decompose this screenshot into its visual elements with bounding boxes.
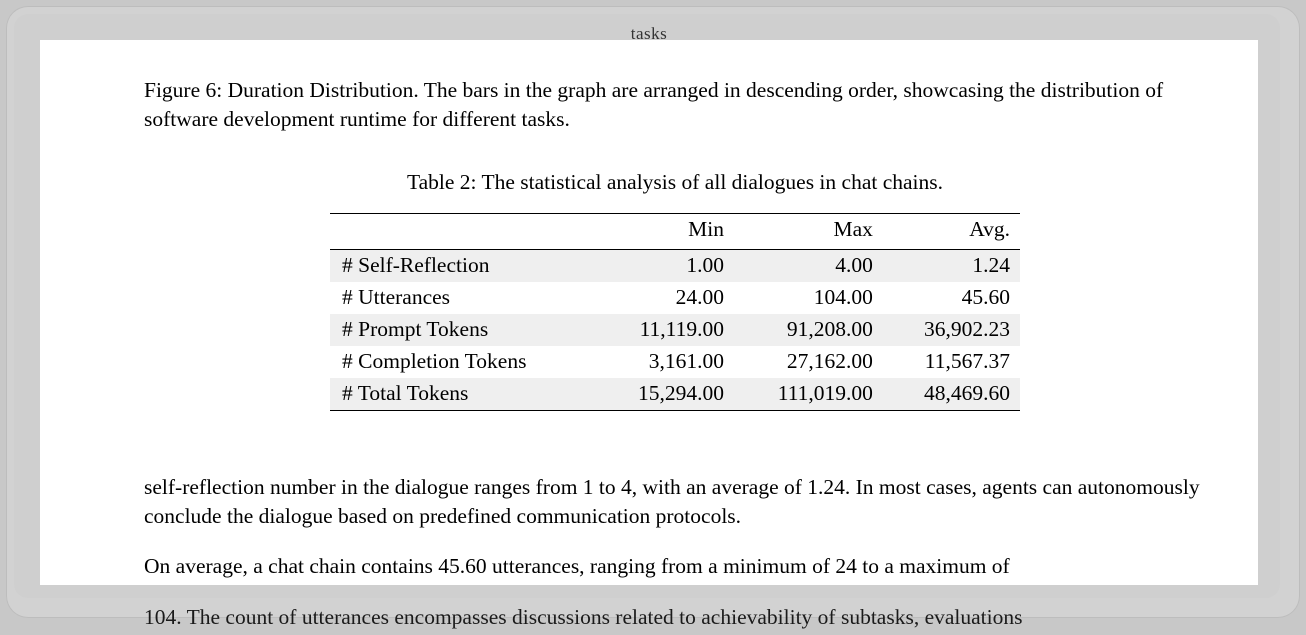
paper-page (40, 24, 1258, 629)
cell-row-label: # Completion Tokens (342, 348, 527, 373)
table-row (330, 346, 1020, 378)
table-row (330, 282, 1020, 314)
column-header-label (330, 213, 597, 249)
table-row (330, 249, 1020, 282)
cell-max: 27,162.00 (786, 348, 873, 373)
body-paragraph-2: On average, a chat chain contains 45.60 utterances, ranging from a minimum of 24 to a maximum of (144, 554, 1010, 579)
body-paragraph-3-clipped: 104. The count of utterances encompasses discussions related to achievability of subtasks, evaluations (144, 604, 1023, 629)
table-header (330, 213, 1020, 249)
cell-min: 3,161.00 (648, 348, 724, 373)
cell-max: 4.00 (835, 252, 873, 277)
clipped-header-text: tasks (630, 24, 668, 43)
cell-min: 15,294.00 (638, 380, 724, 405)
cell-row-label: # Total Tokens (342, 380, 469, 405)
statistics-table (330, 213, 1020, 411)
cell-row-label: # Utterances (342, 284, 451, 309)
table-header-row (330, 213, 1020, 249)
table-body (330, 249, 1020, 410)
cell-row-label: # Prompt Tokens (342, 316, 489, 341)
cell-min: 1.00 (686, 252, 724, 277)
cell-max: 104.00 (813, 284, 873, 309)
column-header-max: Max (833, 216, 873, 241)
cell-avg: 36,902.23 (924, 316, 1010, 341)
cell-avg: 11,567.37 (924, 348, 1010, 373)
body-paragraph-1: self-reflection number in the dialogue ranges from 1 to 4, with an average of 1.24. In most cases, agents can autonomously conclude the dialogue based on predefined communication protocols. (144, 474, 1200, 528)
column-header-avg: Avg. (969, 216, 1010, 241)
cell-min: 24.00 (675, 284, 724, 309)
table-row (330, 378, 1020, 411)
cell-avg: 48,469.60 (924, 380, 1010, 405)
cell-max: 111,019.00 (777, 380, 873, 405)
cell-min: 11,119.00 (639, 316, 724, 341)
page-content (144, 40, 1206, 635)
column-header-min: Min (688, 216, 724, 241)
table-caption: Table 2: The statistical analysis of all dialogues in chat chains. (406, 169, 944, 194)
cell-avg: 1.24 (972, 252, 1010, 277)
cell-avg: 45.60 (961, 284, 1010, 309)
table-row (330, 314, 1020, 346)
figure-caption: Figure 6: Duration Distribution. The bars in the graph are arranged in descending order, showcasing the distribution of software development runtime for different tasks. (144, 78, 1164, 131)
cell-max: 91,208.00 (786, 316, 873, 341)
cell-row-label: # Self-Reflection (342, 252, 490, 277)
